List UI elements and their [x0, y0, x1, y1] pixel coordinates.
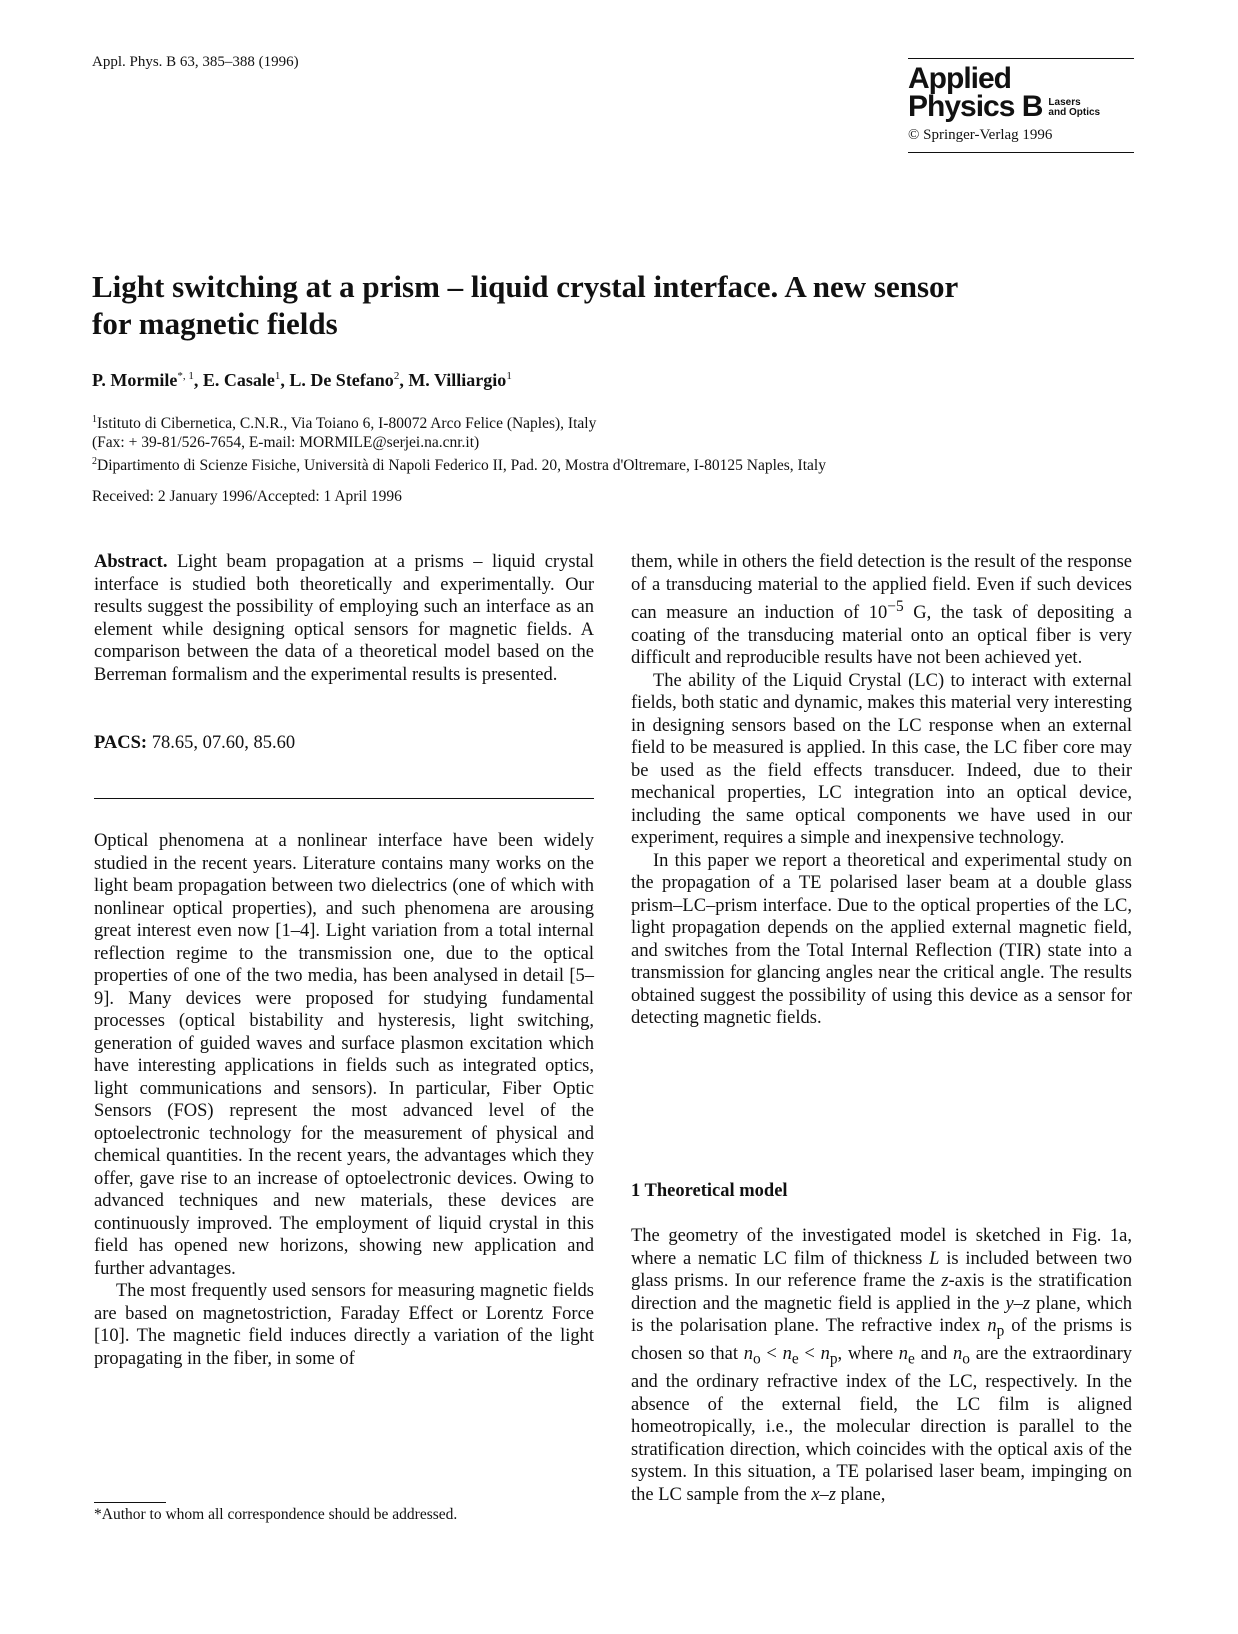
math-subscript: o — [962, 1350, 970, 1368]
affiliations — [92, 410, 1142, 475]
journal-subtitle-line2: and Optics — [1048, 107, 1101, 118]
text-span: , where — [837, 1344, 899, 1365]
introduction — [94, 830, 594, 1370]
logo-top-rule — [908, 58, 1134, 59]
math-subscript: e — [908, 1350, 915, 1368]
right-paragraph-3: In this paper we report a theoretical and experimental study on the propagation of a TE polarised laser beam at a double glass prism–LC–prism interface. Due to the optical properties of the LC, light propagation depends on the applied external magnetic field, and switches from the Total Internal Reflection (TIR) state into a transmission for glancing angles near the critical angle. The results obtained suggest the possibility of using this device as a sensor for detecting magnetic fields. — [631, 850, 1132, 1029]
text-span: of the prisms is chosen so that — [631, 1316, 1132, 1365]
journal-name-row — [908, 90, 1134, 123]
pacs-value: 78.65, 07.60, 85.60 — [151, 733, 296, 753]
affiliation-2 — [92, 452, 1142, 475]
author-list — [92, 370, 512, 391]
journal-name-line2: Physics B — [908, 90, 1043, 123]
math-symbol: y–z — [1005, 1293, 1031, 1314]
author-affil-mark: 2 — [393, 370, 400, 382]
text-span: G, the task of depositing a coating of the transducing material onto an optical fiber is very difficult and reproducible results have not been achieved yet. — [631, 603, 1132, 669]
abstract-text: Light beam propagation at a prisms – liquid crystal interface is studied both theoretically and experimentally. Our results suggest the possibility of employing such an interface as an element while designing optical sensors for magnetic fields. A comparison between the data of a theoretical model based on the Berreman formalism and the experimental results is presented. — [94, 552, 595, 685]
affiliation-text: Istituto di Cibernetica, C.N.R., Via Toiano 6, I-80072 Arco Felice (Naples), Italy — [97, 415, 597, 433]
pacs-label: PACS: — [94, 733, 148, 753]
author-name: , M. Villiargio — [399, 370, 507, 390]
affiliation-number: 2 — [92, 456, 97, 468]
section-heading: 1 Theoretical model — [631, 1181, 788, 1201]
footnote: *Author to whom all correspondence should be addressed. — [94, 1506, 458, 1523]
author-affil-mark: 1 — [274, 370, 281, 382]
math-symbol: n — [898, 1344, 909, 1365]
pacs-line — [94, 733, 594, 754]
journal-name-line1: Applied — [908, 62, 1011, 95]
math-subscript: e — [791, 1350, 799, 1368]
intro-paragraph-1: Optical phenomena at a nonlinear interface have been widely studied in the recent years. Literature contains many works on the light beam propagation between two dielectrics (one of which with nonlinear optical properties), and such phenomena are arousing great interest even now [1–4]. Light variation from a total internal reflection regime to the transmission one, due to the optical properties of one of the two media, has been analysed in detail [5–9]. Many devices were proposed for studying fundamental processes (optical bistability and hysteresis, light switching, generation of guided waves and surface plasmon excitation which have interesting applications in fields such as integrated optics, light communications and sensors). In particular, Fiber Optic Sensors (FOS) represent the most advanced level of the optoelectronic technology for the measurement of physical and chemical quantities. In the recent years, the advantages which they offer, gave rise to an increase of optoelectronic devices. Owing to advanced techniques and new materials, these devices are continuously improved. The employment of liquid crystal in this field has opened new horizons, showing new application and further advantages. — [94, 831, 594, 1279]
logo-bottom-rule — [908, 152, 1134, 153]
abstract-label: Abstract. — [94, 552, 168, 572]
text-span: The geometry of the investigated model is sketched in Fig. 1a, where a nematic LC film of thickness — [631, 1226, 1132, 1269]
journal-logo-box — [908, 58, 1134, 153]
journal-subtitle-line1: Lasers — [1048, 97, 1081, 108]
math-subscript: p — [996, 1322, 1005, 1340]
exponent: −5 — [887, 598, 904, 615]
section-1-paragraph — [631, 1225, 1132, 1506]
math-operator: < — [760, 1344, 783, 1365]
text-span: and — [914, 1344, 954, 1365]
math-symbol: n — [782, 1344, 792, 1365]
text-span: -axis is the stratification direction and the magnetic field is applied in the — [631, 1271, 1132, 1314]
title-line-1: Light switching at a prism – liquid crystal interface. A new sensor — [92, 269, 959, 304]
math-operator: < — [798, 1344, 821, 1365]
affiliation-number: 1 — [92, 414, 97, 425]
author-name: , E. Casale — [193, 370, 275, 390]
math-symbol: L — [929, 1248, 940, 1269]
author-affil-mark: 1 — [506, 370, 512, 382]
journal-subtitle — [1048, 98, 1100, 118]
text-span: them, while in others the field detection is the result of the response of a transducing material to the applied field. Even if such devices can measure an induction of 10 — [631, 552, 1132, 624]
affiliation-1 — [92, 410, 1142, 433]
math-symbol: n — [820, 1344, 830, 1365]
right-column-text — [631, 551, 1132, 1030]
math-subscript: o — [752, 1350, 761, 1368]
footnote-rule — [94, 1502, 166, 1503]
right-paragraph-1 — [631, 551, 1132, 670]
author-name: P. Mormile — [92, 370, 178, 390]
author-affil-mark: *, 1 — [177, 370, 194, 382]
text-span: is included between two glass prisms. In our reference frame the — [631, 1248, 1132, 1291]
math-symbol: z — [941, 1271, 949, 1291]
math-symbol: x–z — [811, 1484, 837, 1505]
paper-title — [92, 268, 1092, 342]
text-span: plane, which is the polarisation plane. The refractive index — [631, 1293, 1132, 1336]
affiliation-1-contact: (Fax: + 39-81/526-7654, E-mail: MORMILE@serjei.na.cnr.it) — [92, 434, 480, 452]
copyright-notice: © Springer-Verlag 1996 — [908, 127, 1053, 143]
math-symbol: n — [953, 1344, 963, 1365]
journal-citation: Appl. Phys. B 63, 385–388 (1996) — [92, 54, 299, 70]
received-dates: Received: 2 January 1996/Accepted: 1 April 1996 — [92, 488, 402, 505]
section-1-body — [631, 1225, 1132, 1506]
section-separator — [94, 798, 594, 799]
math-symbol: n — [987, 1316, 997, 1336]
math-subscript: p — [829, 1350, 838, 1368]
text-span: are the extraordinary and the ordinary refractive index of the LC, respectively. In the absence of the external field, the LC film is aligned homeotropically, i.e., the molecular direction is parallel to the stratification direction, which coincides with the optical axis of the system. In this situation, a TE polarised laser beam, impinging on the LC sample from the — [631, 1344, 1132, 1505]
abstract — [94, 551, 594, 686]
title-line-2: for magnetic fields — [92, 306, 338, 341]
text-span: plane, — [836, 1484, 886, 1505]
author-name: , L. De Stefano — [280, 370, 394, 390]
affiliation-text: Dipartimento di Scienze Fisiche, Università di Napoli Federico II, Pad. 20, Mostra d'Oltremare, I-80125 Naples, Italy — [97, 457, 826, 475]
math-symbol: n — [743, 1344, 753, 1365]
right-paragraph-2: The ability of the Liquid Crystal (LC) to interact with external fields, both static and dynamic, makes this material very interesting in designing sensors based on the LC response when an external field to be measured is applied. In this case, the LC fiber core may be used as the field effects transducer. Indeed, due to their mechanical properties, LC integration into an optical device, including the same optical components we have used in our experiment, requires a simple and inexpensive technology. — [631, 670, 1132, 849]
intro-paragraph-2: The most frequently used sensors for measuring magnetic fields are based on magnetostriction, Faraday Effect or Lorentz Force [10]. The magnetic field induces directly a variation of the light propagating in the fiber, in some of — [94, 1281, 594, 1369]
